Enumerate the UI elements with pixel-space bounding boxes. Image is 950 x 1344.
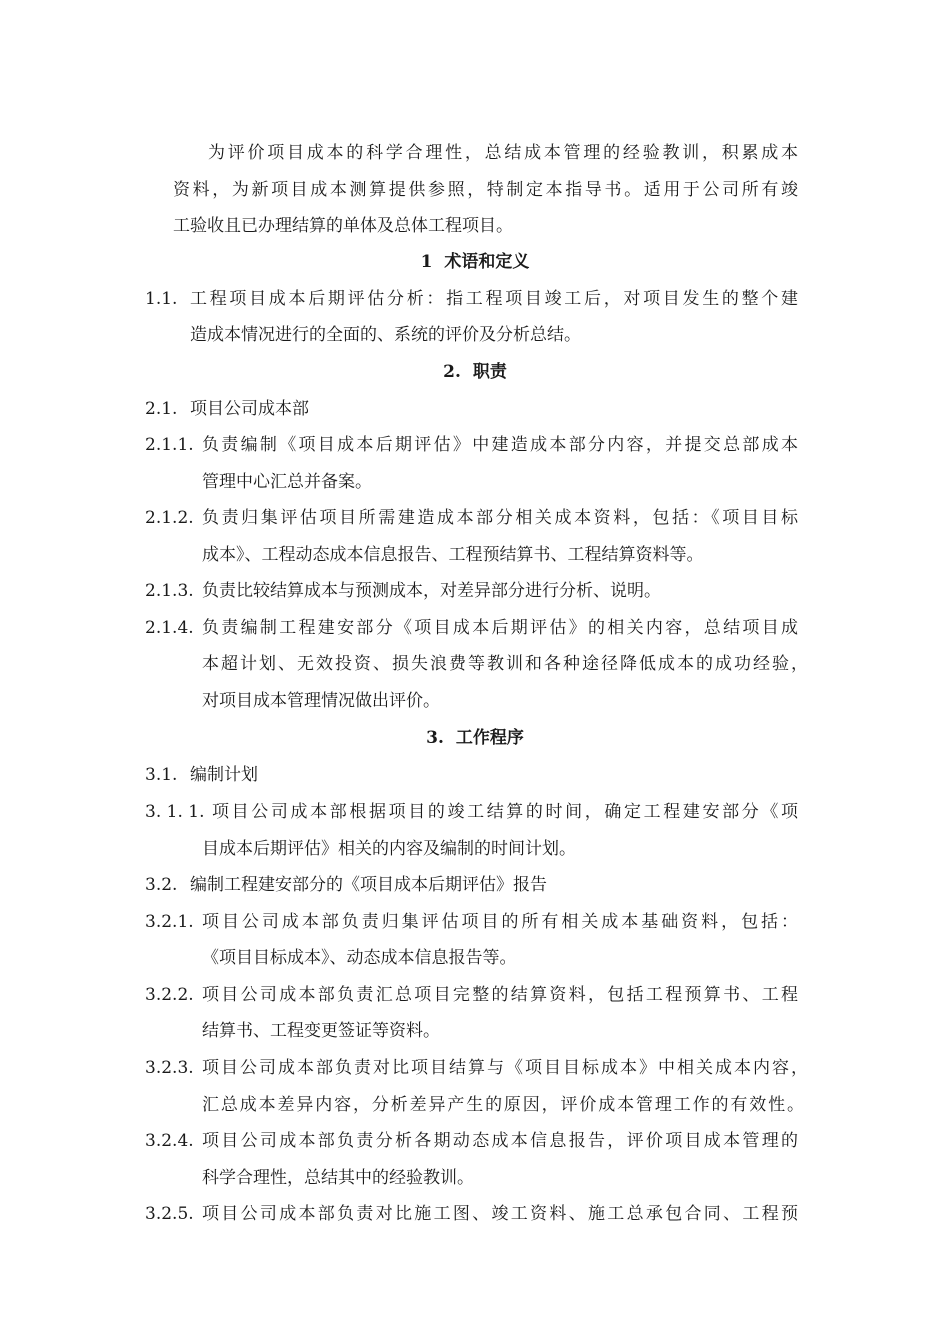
item-3-2-2-line-2: 结算书、工程变更签证等资料。 [202,1021,440,1041]
section-title: 工作程序 [455,728,524,748]
item-2-1-1-line-2: 管理中心汇总并备案。 [202,472,372,492]
item-2-1-2-line-1: 负责归集评估项目所需建造成本部分相关成本资料，包括：《项目目标 [202,508,798,528]
item-number-3-2-2: 3.2.2. [145,985,194,1005]
item-3-2-4-line-1: 项目公司成本部负责分析各期动态成本信息报告，评价项目成本管理的 [202,1131,798,1151]
item-number-2-1-4: 2.1.4. [145,618,194,638]
item-number-1-1: 1.1. [145,289,178,309]
item-1-1-line-2: 造成本情况进行的全面的、系统的评价及分析总结。 [190,325,581,345]
item-number-2-1-1: 2.1.1. [145,435,194,455]
item-number-3-2-1: 3.2.1. [145,912,194,932]
item-3-2-5-line-1: 项目公司成本部负责对比施工图、竣工资料、施工总承包合同、工程预 [202,1204,798,1224]
item-2-1-2-line-2: 成本》、工程动态成本信息报告、工程预结算书、工程结算资料等。 [202,545,704,565]
intro-line-3: 工验收且已办理结算的单体及总体工程项目。 [173,216,513,236]
item-number-2-1: 2.1. [145,399,178,419]
section-number: 1 [420,252,433,272]
item-3-1-line-1: 编制计划 [190,765,258,785]
item-number-3-2: 3.2. [145,875,178,895]
item-3-1-1-line-1: 项目公司成本部根据项目的竣工结算的时间，确定工程建安部分《项 [212,802,798,822]
item-2-1-4-line-3: 对项目成本管理情况做出评价。 [202,691,440,711]
item-3-2-2-line-1: 项目公司成本部负责汇总项目完整的结算资料，包括工程预算书、工程 [202,985,798,1005]
item-number-3-2-5: 3.2.5. [145,1204,194,1224]
intro-line-1: 为评价项目成本的科学合理性，总结成本管理的经验教训，积累成本 [208,143,798,163]
item-number-2-1-3: 2.1.3. [145,581,194,601]
item-2-1-4-line-1: 负责编制工程建安部分《项目成本后期评估》的相关内容，总结项目成 [202,618,798,638]
item-3-2-1-line-1: 项目公司成本部负责归集评估项目的所有相关成本基础资料，包括： [202,912,798,932]
item-3-2-3-line-2: 汇总成本差异内容，分析差异产生的原因，评价成本管理工作的有效性。 [202,1095,804,1115]
section-heading-1 [0,251,950,273]
item-3-1-1-line-2: 目成本后期评估》相关的内容及编制的时间计划。 [202,839,576,859]
item-number-3-2-3: 3.2.3. [145,1058,194,1078]
section-title: 职责 [472,362,507,382]
item-1-1-line-1: 工程项目成本后期评估分析：指工程项目竣工后，对项目发生的整个建 [190,289,798,309]
item-2-1-line-1: 项目公司成本部 [190,399,309,419]
section-number: 3. [426,728,444,748]
item-number-3-1-1: 3. 1. 1. [145,802,205,822]
section-heading-3 [0,727,950,749]
item-number-3-2-4: 3.2.4. [145,1131,194,1151]
item-number-2-1-2: 2.1.2. [145,508,194,528]
item-2-1-3-line-1: 负责比较结算成本与预测成本，对差异部分进行分析、说明。 [202,581,661,601]
item-2-1-1-line-1: 负责编制《项目成本后期评估》中建造成本部分内容，并提交总部成本 [202,435,798,455]
item-2-1-4-line-2: 本超计划、无效投资、损失浪费等教训和各种途径降低成本的成功经验， [202,654,808,674]
item-3-2-1-line-2: 《项目目标成本》、动态成本信息报告等。 [202,948,517,968]
item-number-3-1: 3.1. [145,765,178,785]
section-number: 2. [443,362,461,382]
item-3-2-4-line-2: 科学合理性，总结其中的经验教训。 [202,1168,474,1188]
section-title: 术语和定义 [444,252,530,272]
item-3-2-3-line-1: 项目公司成本部负责对比项目结算与《项目目标成本》中相关成本内容， [202,1058,808,1078]
item-3-2-line-1: 编制工程建安部分的《项目成本后期评估》报告 [190,875,547,895]
section-heading-2 [0,361,950,383]
intro-line-2: 资料，为新项目成本测算提供参照，特制定本指导书。适用于公司所有竣 [173,180,798,200]
